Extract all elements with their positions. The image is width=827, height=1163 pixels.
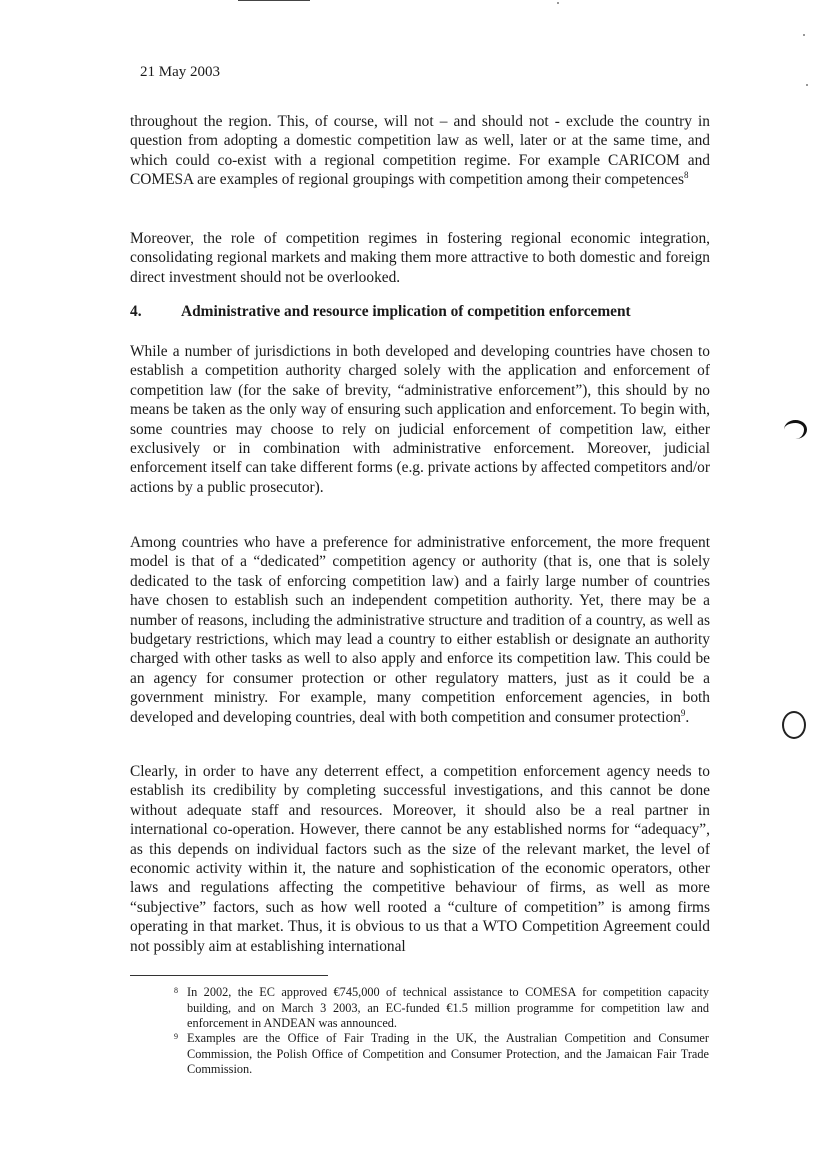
paragraph-administrative-enforcement xyxy=(130,533,710,727)
section-title: Administrative and resource implication of competition enforcement xyxy=(181,303,631,320)
footnote-8 xyxy=(174,985,709,1032)
footnote-mark: 9 xyxy=(174,1032,178,1041)
paragraph-end: . xyxy=(685,708,690,726)
binder-hole-mark-lower xyxy=(782,711,806,739)
footnote-9 xyxy=(174,1031,709,1078)
scan-speck xyxy=(806,84,808,86)
paragraph-agency-credibility: Clearly, in order to have any deterrent effect, a competition enforcement agency needs to establish its credibility by completing successful investigations, and this cannot be done without adequate staff and resources. Moreover, it should also be a real partner in international co-operation. However, there cannot be any established norms for “adequacy”, as this depends on individual factors such as the size of the relevant market, the level of economic activity within it, the nature and sophistication of the economic operators, other laws and regulations affecting the competitive behaviour of firms, as well as more “subjective” factors, such as how well rooted a “culture of competition” is among firms operating in that market. Thus, it is obvious to us that a WTO Competition Agreement could not possibly aim at establishing international xyxy=(130,763,710,955)
scan-speck xyxy=(803,34,805,36)
binder-hole-mark-upper xyxy=(784,420,807,439)
footnote-separator xyxy=(130,975,328,976)
footnote-ref-8[interactable]: 8 xyxy=(683,170,689,181)
top-scan-rule xyxy=(238,0,310,1)
footnote-mark: 8 xyxy=(174,986,178,995)
section-heading xyxy=(130,303,710,321)
footnote-ref-9[interactable]: 9 xyxy=(680,707,686,718)
paragraph-regional-integration: Moreover, the role of competition regimes in fostering regional economic integration, consolidating regional markets and making them more attractive to both domestic and foreign direct investment should not be overlooked. xyxy=(130,230,710,286)
page-date: 21 May 2003 xyxy=(140,64,220,80)
footnote-text: Examples are the Office of Fair Trading in the UK, the Australian Competition and Consumer Commission, the Polish Office of Competition and Consumer Protection, and the Jamaican Fair Trade Commission. xyxy=(187,1031,709,1077)
paragraph-regional-competition xyxy=(130,112,710,190)
footnote-text: In 2002, the EC approved €745,000 of technical assistance to COMESA for competition capacity building, and on March 3 2003, an EC-funded €1.5 million programme for competition law and enforcement in ANDEAN was announced. xyxy=(187,985,709,1031)
paragraph-enforcement-models: While a number of jurisdictions in both developed and developing countries have chosen to establish a competition authority charged solely with the application and enforcement of competition law (for the sake of brevity, “administrative enforcement”), this should by no means be taken as the only way of ensuring such application and enforcement. To begin with, some countries may choose to rely on judicial enforcement of competition law, either exclusively or in combination with administrative enforcement. Moreover, judicial enforcement itself can take different forms (e.g. private actions by affected competitors and/or actions by a public prosecutor). xyxy=(130,343,710,496)
section-number: 4. xyxy=(130,303,142,320)
scan-speck xyxy=(557,2,559,4)
paragraph-text: throughout the region. This, of course, will not – and should not - exclude the country in question from adopting a domestic competition law as well, later or at the same time, and which could co-exist with a regional competition regime. For example CARICOM and COMESA are examples of regional groupings with competition among their competences xyxy=(130,113,710,189)
paragraph-text: Among countries who have a preference for administrative enforcement, the more frequent model is that of a “dedicated” competition agency or authority (that is, one that is solely dedicated to the task of enforcing competition law) and a fairly large number of countries have chosen to establish such an independent competition authority. Yet, there may be a number of reasons, including the administrative structure and tradition of a country, as well as budgetary restrictions, which may lead a country to either establish or designate an authority charged with other tasks as well to also apply and enforce its competition law. This could be an agency for consumer protection or other regulatory matters, just as it could be a government ministry. For example, many competition enforcement agencies, in both developed and developing countries, deal with both competition and consumer protection xyxy=(130,534,710,726)
